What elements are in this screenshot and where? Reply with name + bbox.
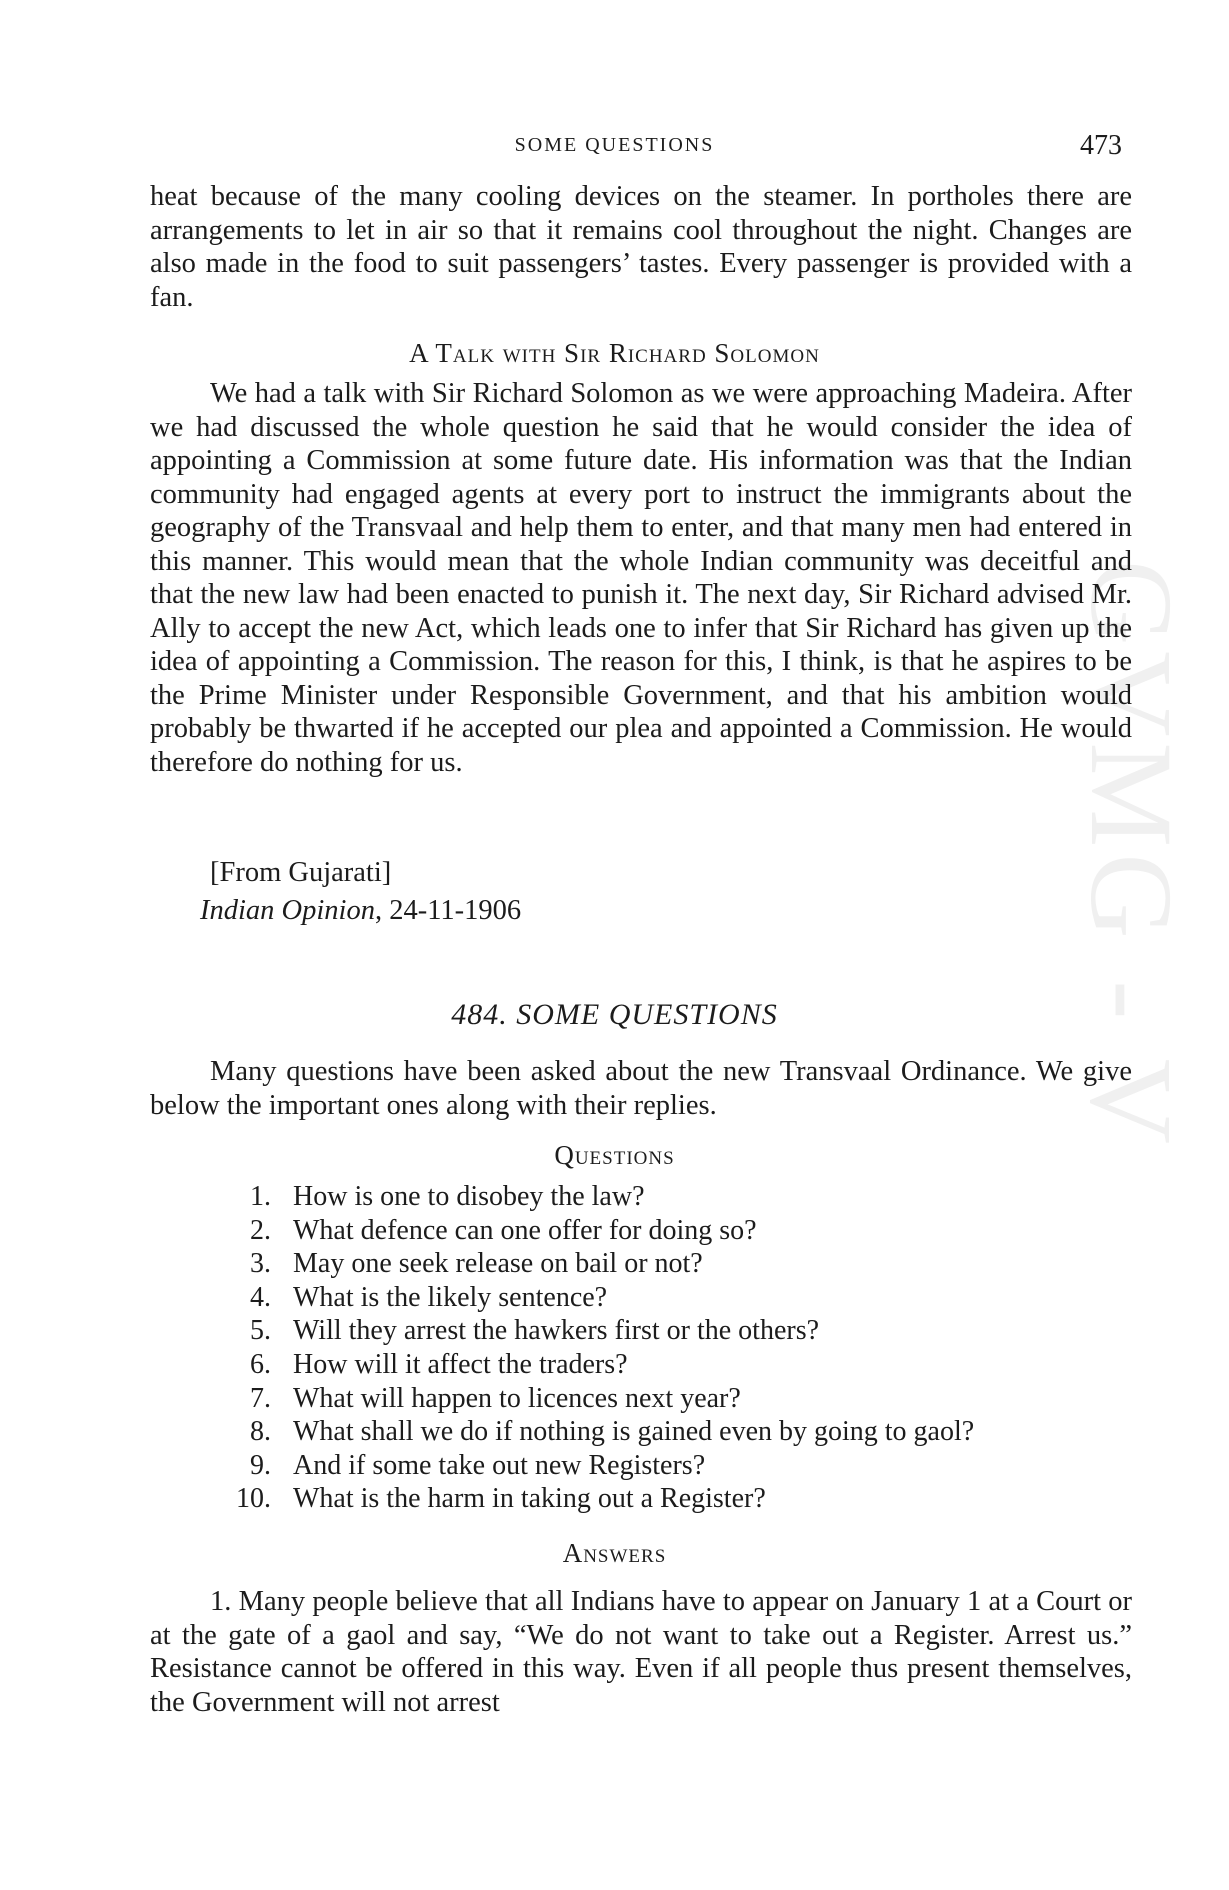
source-language: [From Gujarati] <box>210 857 392 888</box>
question-number: 5. <box>250 1315 271 1347</box>
question-text: How is one to disobey the law? <box>293 1181 645 1212</box>
list-item <box>215 1314 1135 1348</box>
question-number: 1. <box>250 1181 271 1212</box>
question-number: 6. <box>250 1348 271 1380</box>
question-text: What will happen to licences next year? <box>293 1382 741 1414</box>
subhead-talk: A Talk with Sir Richard Solomon <box>409 338 820 368</box>
paragraph-intro: Many questions have been asked about the new Transvaal Ordinance. We give below the important ones along with their replies. <box>150 1056 1132 1121</box>
question-text: What is the likely sentence? <box>293 1281 608 1313</box>
question-number: 7. <box>250 1382 271 1414</box>
source-citation <box>200 895 521 927</box>
source-date: , 24-11-1906 <box>374 895 522 926</box>
watermark: GVMG - V <box>1066 560 1197 1150</box>
question-number: 10. <box>236 1483 271 1515</box>
question-text: May one seek release on bail or not? <box>293 1248 703 1280</box>
subhead-questions: Questions <box>554 1140 675 1170</box>
source-publication: Indian Opinion <box>200 895 375 926</box>
question-number: 2. <box>250 1214 271 1246</box>
question-text: How will it affect the traders? <box>293 1348 628 1380</box>
paragraph-steamer: heat because of the many cooling devices on the steamer. In portholes there are arrangements to let in air so that it remains cool throughout the night. Changes are also made in the food to suit passengers’ tastes. Every passenger is provided with a fan. <box>150 181 1132 313</box>
question-text: Will they arrest the hawkers first or the others? <box>293 1315 820 1347</box>
question-text: And if some take out new Registers? <box>293 1449 706 1481</box>
list-item <box>215 1449 1135 1483</box>
list-item <box>215 1180 1135 1214</box>
question-number: 4. <box>250 1281 271 1313</box>
running-head: SOME QUESTIONS <box>514 134 715 156</box>
list-item <box>215 1382 1135 1416</box>
chapter-title: 484. SOME QUESTIONS <box>451 998 778 1031</box>
question-number: 3. <box>250 1248 271 1280</box>
list-item <box>215 1247 1135 1281</box>
question-number: 9. <box>250 1449 271 1481</box>
paragraph-talk: We had a talk with Sir Richard Solomon as we were approaching Madeira. After we had discussed the whole question he said that he would consider the idea of appointing a Commission at some future date. His information was that the Indian community had engaged agents at every port to instruct the immigrants about the geography of the Transvaal and help them to enter, and that many men had entered in this manner. This would mean that the whole Indian community was deceitful and that the new law had been enacted to punish it. The next day, Sir Richard advised Mr. Ally to accept the new Act, which leads one to infer that Sir Richard has given up the idea of appointing a Commission. The reason for this, I think, is that he aspires to be the Prime Minister under Responsible Government, and that his ambition would probably be thwarted if he accepted our plea and appointed a Commission. He would therefore do nothing for us. <box>150 378 1132 778</box>
question-text: What is the harm in taking out a Register? <box>293 1483 766 1515</box>
list-item <box>215 1482 1135 1516</box>
list-item <box>215 1214 1135 1248</box>
question-number: 8. <box>250 1416 271 1448</box>
list-item <box>215 1348 1135 1382</box>
list-item <box>215 1415 1135 1449</box>
question-text: What shall we do if nothing is gained even by going to gaol? <box>293 1416 975 1448</box>
subhead-answers: Answers <box>562 1538 667 1568</box>
list-item <box>215 1281 1135 1315</box>
page-number: 473 <box>1080 130 1122 161</box>
question-text: What defence can one offer for doing so? <box>293 1214 757 1246</box>
paragraph-answer-1: 1. Many people believe that all Indians have to appear on January 1 at a Court or at the gate of a gaol and say, “We do not want to take out a Register. Arrest us.” Resistance cannot be offered in this way. Even if all people thus present themselves, the Government will not arrest <box>150 1586 1132 1718</box>
questions-list <box>215 1180 1135 1516</box>
